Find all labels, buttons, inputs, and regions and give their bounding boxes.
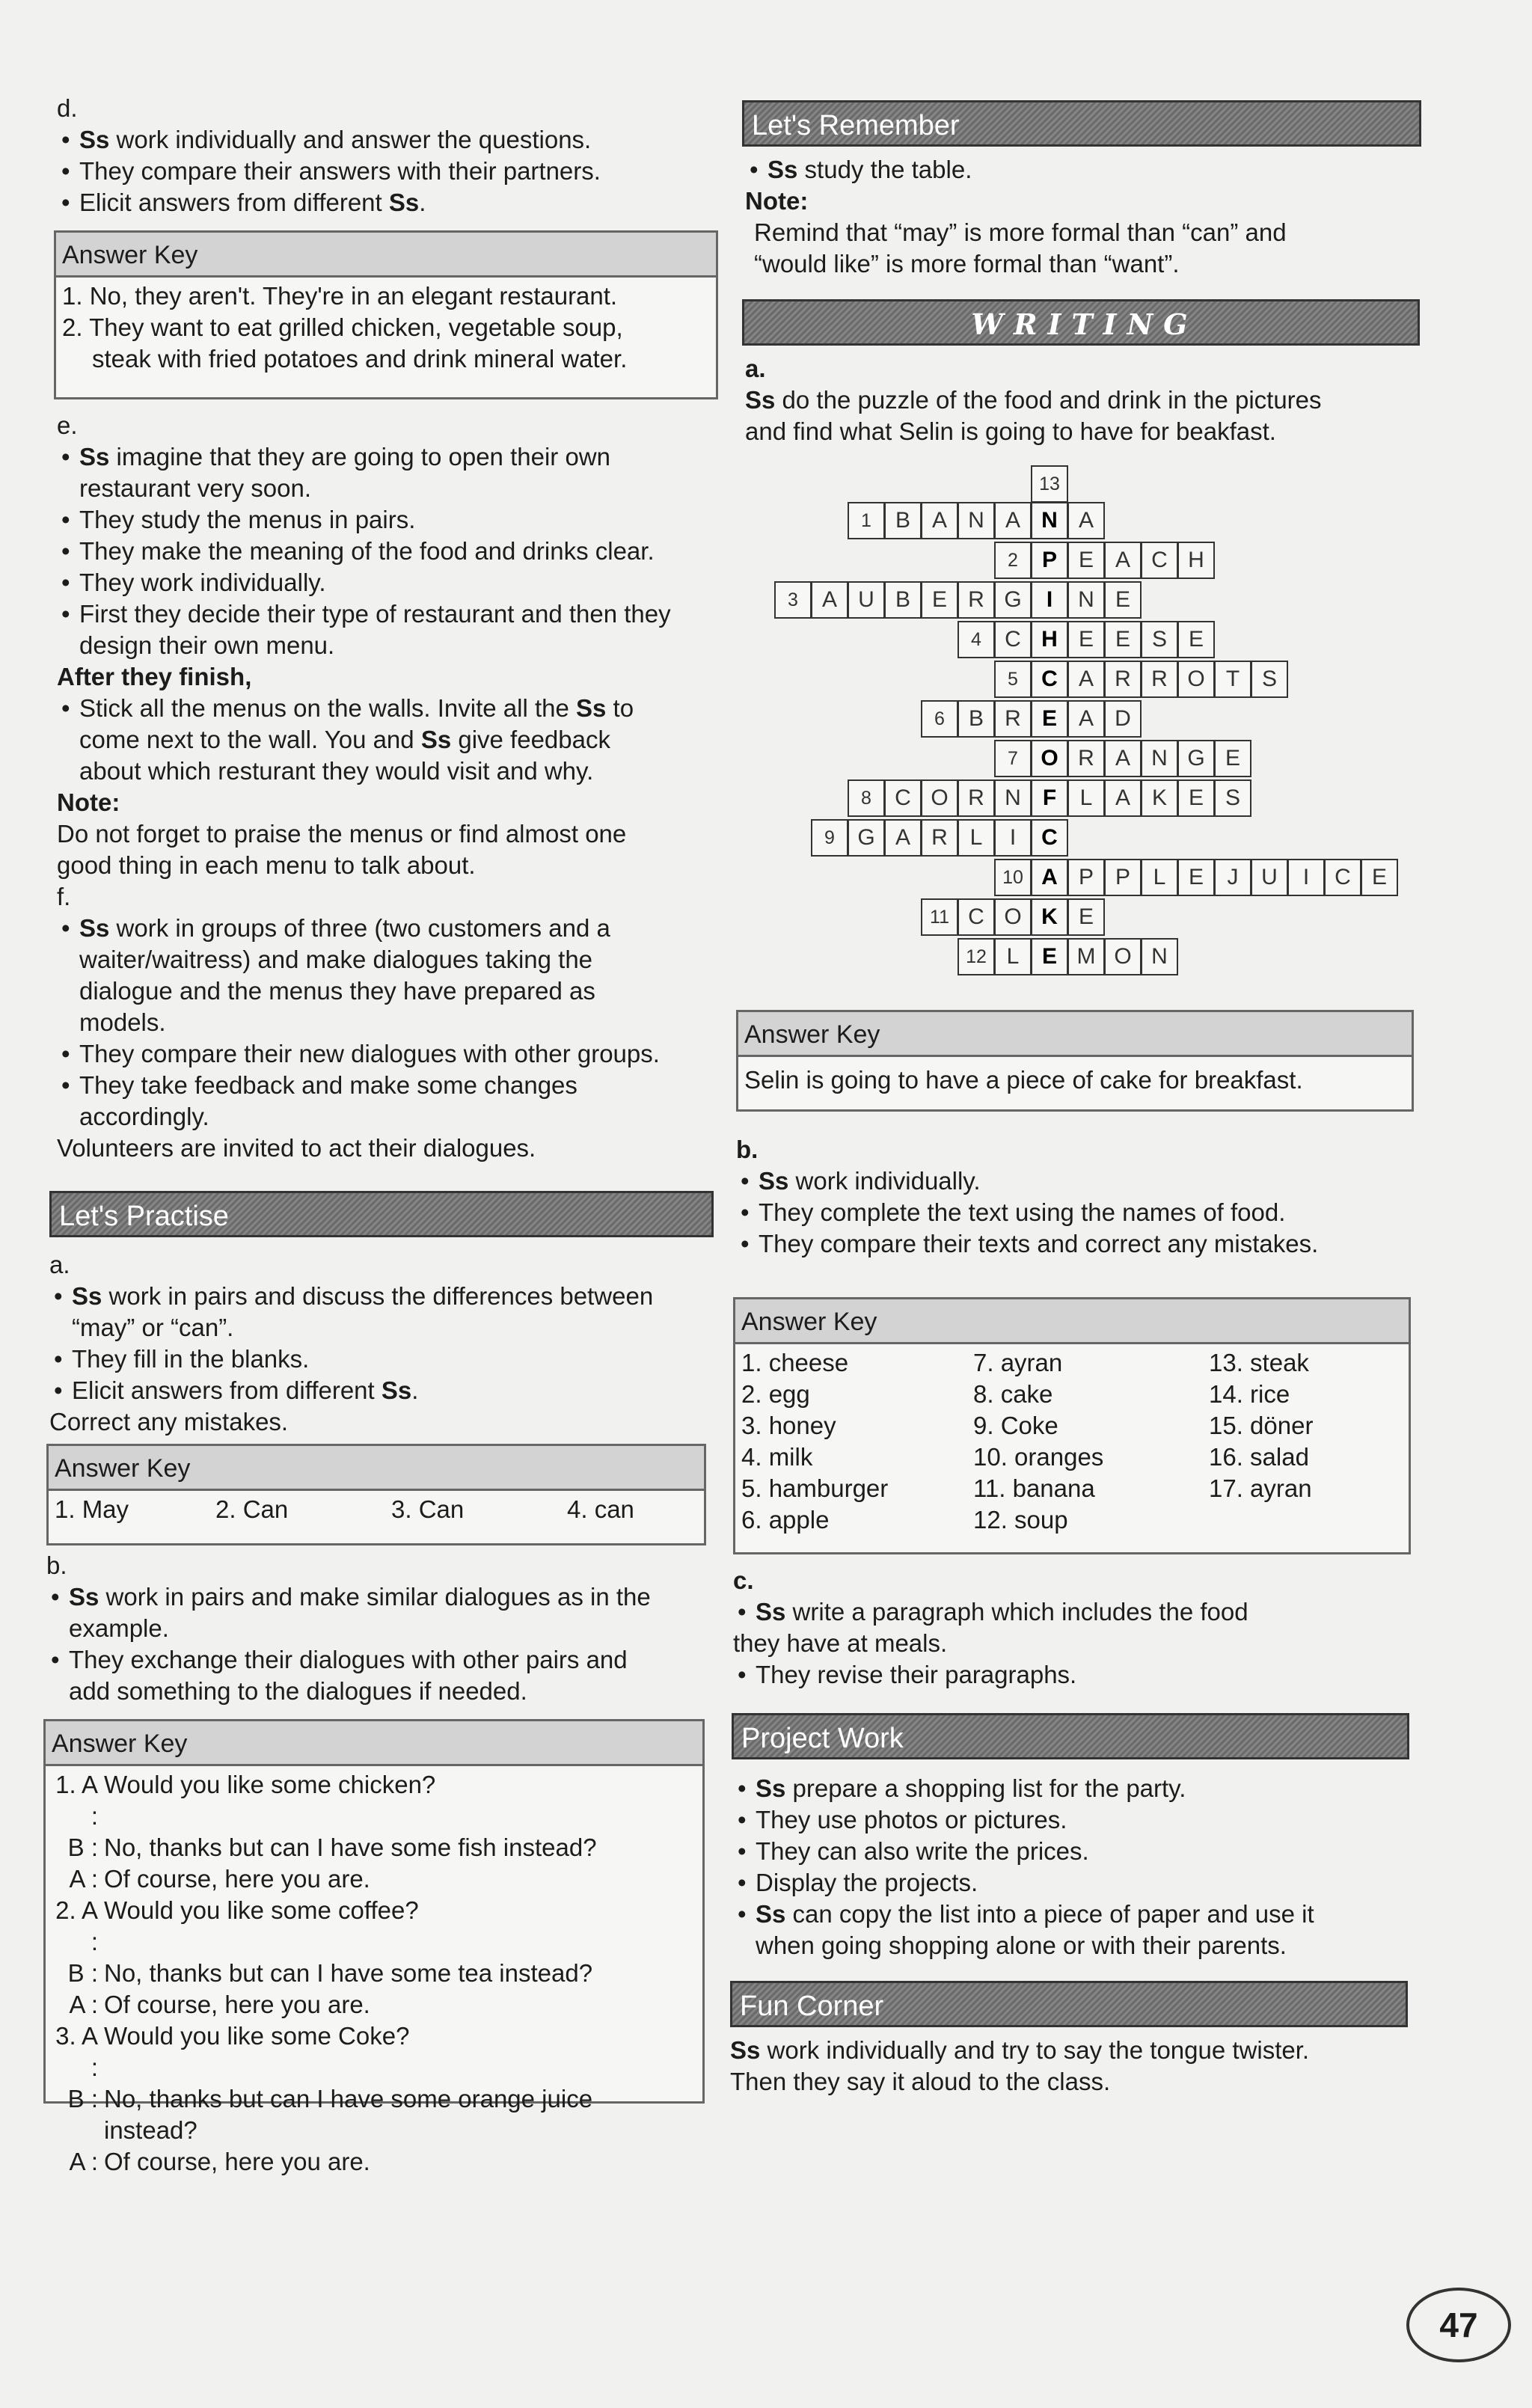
remember-body	[745, 154, 1418, 280]
answer-item: 3. Can	[391, 1495, 465, 1523]
f-bullet-3: • They take feedback and make some changes accordingly.	[57, 1070, 723, 1133]
crossword-letter: A	[994, 502, 1032, 539]
crossword-letter: K	[1141, 779, 1178, 817]
practise-a-bullet-1: • Ss work in pairs and discuss the differences between “may” or “can”.	[49, 1281, 715, 1344]
crossword-clue-number: 7	[994, 740, 1032, 777]
crossword-letter: G	[994, 581, 1032, 619]
crossword-letter: J	[1214, 859, 1251, 896]
answer-item: 10. oranges	[973, 1443, 1104, 1471]
answer-key-title: Answer Key	[735, 1299, 1409, 1344]
note-line: Remind that “may” is more formal than “can” and	[754, 218, 1287, 246]
crossword-letter: L	[1141, 859, 1178, 896]
crossword-letter: N	[994, 779, 1032, 817]
crossword-letter: C	[1324, 859, 1361, 896]
dialogue-text: No, thanks but can I have some fish instead?	[104, 1833, 597, 1861]
note-line: “would like” is more formal than “want”.	[754, 250, 1180, 278]
crossword-letter: S	[1214, 779, 1251, 817]
crossword-letter: L	[958, 819, 995, 857]
practise-a-bullet-3: • Elicit answers from different Ss.	[49, 1375, 715, 1406]
dialogue-text: Of course, here you are.	[104, 1865, 370, 1893]
crossword-letter: O	[994, 898, 1032, 936]
label-practise-a: a.	[49, 1251, 70, 1278]
answer-item: 8. cake	[973, 1380, 1053, 1408]
crossword-letter: B	[884, 581, 922, 619]
crossword-letter: B	[884, 502, 922, 539]
lets-remember-header: Let's Remember	[742, 100, 1421, 147]
note-title: Note:	[57, 788, 120, 816]
answer-item: 3. honey	[741, 1412, 836, 1439]
d-bullet-2: • They compare their answers with their partners.	[57, 156, 715, 187]
crossword-key-letter: A	[1031, 859, 1068, 896]
project-bullet-5: • Ss can copy the list into a piece of paper and use it when going shopping alone or with their parents.	[733, 1899, 1411, 1961]
crossword-letter: R	[1104, 661, 1142, 698]
answer-item: 1. May	[55, 1495, 129, 1523]
answer-key-writing-b	[733, 1297, 1411, 1554]
label-writing-a: a.	[745, 355, 766, 382]
speaker: 1. A :	[55, 1771, 98, 1830]
speaker: B :	[67, 2085, 98, 2113]
speaker: 3. A :	[55, 2022, 98, 2081]
crossword-letter: T	[1214, 661, 1251, 698]
crossword-letter: A	[1104, 740, 1142, 777]
crossword-clue-number: 2	[994, 542, 1032, 579]
crossword-letter: O	[1177, 661, 1215, 698]
crossword-letter: L	[1067, 779, 1105, 817]
crossword-clue-number: 5	[994, 661, 1032, 698]
crossword-letter: E	[1067, 542, 1105, 579]
writing-b-bullet-1: • Ss work individually.	[736, 1165, 1414, 1197]
crossword-letter: C	[958, 898, 995, 936]
crossword-letter: E	[1104, 581, 1142, 619]
answer-col-3	[1209, 1347, 1418, 1536]
crossword-letter: E	[1214, 740, 1251, 777]
crossword-clue-number: 6	[921, 700, 958, 738]
crossword-key-letter: F	[1031, 779, 1068, 817]
crossword-letter: H	[1177, 542, 1215, 579]
writing-c-bullet-2: • They revise their paragraphs.	[733, 1659, 1411, 1691]
answer-item: 14. rice	[1209, 1380, 1290, 1408]
crossword-letter: U	[848, 581, 885, 619]
label-e: e.	[57, 411, 78, 439]
label-f: f.	[57, 883, 71, 910]
answer-item: 13. steak	[1209, 1349, 1309, 1376]
crossword-letter: C	[884, 779, 922, 817]
d-bullet-1: • Ss work individually and answer the questions.	[57, 124, 715, 156]
project-bullet-3: • They can also write the prices.	[733, 1836, 1411, 1867]
crossword-letter: A	[1067, 502, 1105, 539]
crossword-clue-number: 11	[921, 898, 958, 936]
label-writing-b: b.	[736, 1136, 759, 1163]
e-bullet-1: • Ss imagine that they are going to open their own restaurant very soon.	[57, 441, 723, 504]
crossword-letter: A	[1067, 661, 1105, 698]
crossword-letter: A	[1104, 542, 1142, 579]
answer-key-practise-a	[46, 1444, 706, 1545]
e-bullet-4: • They work individually.	[57, 567, 723, 598]
crossword-clue-number: 9	[811, 819, 848, 857]
answer-item: 5. hamburger	[741, 1474, 889, 1502]
answer-col-1	[741, 1347, 973, 1536]
crossword-letter: S	[1251, 661, 1288, 698]
crossword-letter: A	[1104, 779, 1142, 817]
crossword-letter: R	[1067, 740, 1105, 777]
answer-key-d	[54, 230, 718, 399]
crossword-letter: D	[1104, 700, 1142, 738]
crossword-letter: I	[994, 819, 1032, 857]
crossword-clue-number: 10	[994, 859, 1032, 896]
crossword-letter: A	[884, 819, 922, 857]
e-bullet-2: • They study the menus in pairs.	[57, 504, 723, 536]
fun-body	[730, 2035, 1408, 2098]
practise-b-bullet-1: • Ss work in pairs and make similar dialogues as in the example.	[46, 1581, 712, 1644]
e-bullet-5: • First they decide their type of restaurant and then they design their own menu.	[57, 598, 723, 661]
speaker: A :	[69, 2148, 98, 2175]
speaker: 2. A :	[55, 1896, 98, 1955]
crossword-letter: E	[1177, 779, 1215, 817]
crossword-letter: E	[1067, 621, 1105, 658]
crossword-letter: B	[958, 700, 995, 738]
project-body	[733, 1773, 1411, 1961]
crossword-letter: I	[1287, 859, 1325, 896]
crossword-letter: S	[1141, 621, 1178, 658]
crossword-letter: L	[994, 938, 1032, 975]
crossword-letter: E	[1104, 621, 1142, 658]
answer-item: 2. Can	[215, 1495, 289, 1523]
remember-bullet: • Ss study the table.	[745, 154, 1418, 186]
crossword-letter: R	[958, 779, 995, 817]
writing-c-cont: they have at meals.	[733, 1629, 948, 1657]
crossword-key-letter: E	[1031, 938, 1068, 975]
writing-c	[733, 1565, 1411, 1691]
answer-item: 12. soup	[973, 1506, 1068, 1534]
section-e	[57, 410, 723, 1164]
writing-a	[745, 353, 1418, 447]
section-d	[57, 93, 715, 218]
answer-key-title: Answer Key	[46, 1721, 702, 1766]
answer-key-title: Answer Key	[49, 1446, 704, 1491]
label-d: d.	[57, 94, 78, 122]
fun-corner-header: Fun Corner	[730, 1981, 1408, 2027]
f-tail: Volunteers are invited to act their dialogues.	[57, 1134, 536, 1162]
crossword-letter: N	[1067, 581, 1105, 619]
crossword-letter: P	[1104, 859, 1142, 896]
crossword-letter: G	[1177, 740, 1215, 777]
writing-c-bullet-1: • Ss write a paragraph which includes the food	[733, 1596, 1411, 1628]
answer-key-writing-a	[736, 1010, 1414, 1112]
crossword-key-letter: H	[1031, 621, 1068, 658]
crossword-clue-number: 4	[958, 621, 995, 658]
crossword-letter: E	[1177, 621, 1215, 658]
answer-line: 2. They want to eat grilled chicken, vegetable soup,	[62, 313, 623, 341]
practise-a-tail: Correct any mistakes.	[49, 1408, 289, 1436]
crossword-clue-number: 1	[848, 502, 885, 539]
lets-practise-header: Let's Practise	[49, 1191, 714, 1237]
crossword-letter: C	[994, 621, 1032, 658]
crossword-key-letter: P	[1031, 542, 1068, 579]
crossword-letter: O	[921, 779, 958, 817]
f-bullet-2: • They compare their new dialogues with other groups.	[57, 1038, 723, 1070]
crossword-letter: R	[1141, 661, 1178, 698]
crossword-letter: E	[921, 581, 958, 619]
dialogue-text: Would you like some chicken?	[104, 1771, 436, 1798]
answer-item: 2. egg	[741, 1380, 810, 1408]
writing-b-bullet-3: • They compare their texts and correct any mistakes.	[736, 1228, 1414, 1260]
dialogue-text: Of course, here you are.	[104, 1991, 370, 2018]
answer-key-title: Answer Key	[56, 233, 716, 278]
practise-b	[46, 1550, 712, 1707]
answer-item: 11. banana	[973, 1474, 1095, 1502]
answer-col-2	[973, 1347, 1209, 1536]
answer-line: steak with fried potatoes and drink mineral water.	[92, 345, 628, 373]
answer-item: 9. Coke	[973, 1412, 1058, 1439]
crossword-clue-number: 12	[958, 938, 995, 975]
crossword-key-letter: O	[1031, 740, 1068, 777]
fun-line: Then they say it aloud to the class.	[730, 2068, 1111, 2095]
answer-columns	[735, 1344, 1409, 1539]
after-finish-title: After they finish,	[57, 663, 252, 690]
crossword-letter: R	[958, 581, 995, 619]
practise-b-bullet-2: • They exchange their dialogues with other pairs and add something to the dialogues if needed.	[46, 1644, 712, 1707]
crossword-key-letter: I	[1031, 581, 1068, 619]
dialogue-text: Would you like some Coke?	[104, 2022, 410, 2050]
crossword-key-letter: C	[1031, 661, 1068, 698]
crossword-letter: N	[1141, 740, 1178, 777]
answer-item: 1. cheese	[741, 1349, 849, 1376]
f-bullet-1: • Ss work in groups of three (two customers and a waiter/waitress) and make dialogues taking the dialogue and the menus they have prepared as models.	[57, 913, 723, 1038]
answer-item: 4. can	[567, 1495, 634, 1523]
dialogue-text: instead?	[104, 2116, 197, 2144]
crossword-letter: R	[994, 700, 1032, 738]
label-practise-b: b.	[46, 1551, 67, 1579]
project-bullet-2: • They use photos or pictures.	[733, 1804, 1411, 1836]
fun-line: Ss work individually and try to say the tongue twister.	[730, 2036, 1310, 2064]
crossword-key-letter: C	[1031, 819, 1068, 857]
crossword-letter: O	[1104, 938, 1142, 975]
label-writing-c: c.	[733, 1566, 754, 1594]
dialogue-text: Of course, here you are.	[104, 2148, 370, 2175]
crossword-key-letter: N	[1031, 502, 1068, 539]
answer-item: 6. apple	[741, 1506, 830, 1534]
crossword-letter: E	[1067, 898, 1105, 936]
dialogue-lines	[46, 1766, 702, 2181]
crossword-letter: C	[1141, 542, 1178, 579]
crossword-letter: A	[921, 502, 958, 539]
practise-a-bullet-2: • They fill in the blanks.	[49, 1344, 715, 1375]
speaker: B :	[67, 1833, 98, 1861]
dialogue-text: No, thanks but can I have some tea instead?	[104, 1959, 593, 1987]
speaker: A :	[69, 1991, 98, 2018]
project-work-header: Project Work	[732, 1713, 1409, 1759]
writing-header: WRITING	[742, 299, 1420, 346]
crossword-letter: E	[1361, 859, 1398, 896]
answer-item: 15. döner	[1209, 1412, 1314, 1439]
crossword-letter: U	[1251, 859, 1288, 896]
writing-b-bullet-2: • They complete the text using the names of food.	[736, 1197, 1414, 1228]
e-bullet-6: • Stick all the menus on the walls. Invite all the Ss to come next to the wall. You and Ss give feedback about which resturant they would visit and why.	[57, 693, 723, 787]
crossword-key-letter: K	[1031, 898, 1068, 936]
crossword-clue-number: 3	[774, 581, 812, 619]
crossword-letter: G	[848, 819, 885, 857]
writing-a-line: Ss do the puzzle of the food and drink in the pictures	[745, 386, 1322, 414]
project-bullet-4: • Display the projects.	[733, 1867, 1411, 1899]
crossword-key-letter: E	[1031, 700, 1068, 738]
answer-item: 7. ayran	[973, 1349, 1063, 1376]
crossword-letter: N	[1141, 938, 1178, 975]
crossword-letter: R	[921, 819, 958, 857]
speaker: B :	[67, 1959, 98, 1987]
answer-text: Selin is going to have a piece of cake for breakfast.	[744, 1066, 1303, 1094]
page-number: 47	[1406, 2288, 1511, 2362]
answer-item: 4. milk	[741, 1443, 813, 1471]
writing-b	[736, 1134, 1414, 1260]
speaker	[52, 2115, 104, 2146]
crossword-letter: N	[958, 502, 995, 539]
answer-item: 17. ayran	[1209, 1474, 1312, 1502]
writing-a-line: and find what Selin is going to have for beakfast.	[745, 417, 1276, 445]
note-title: Note:	[745, 187, 809, 215]
d-bullet-3: • Elicit answers from different Ss.	[57, 187, 715, 218]
dialogue-text: No, thanks but can I have some orange juice	[104, 2085, 593, 2113]
answer-line: 1. No, they aren't. They're in an elegant restaurant.	[62, 282, 618, 310]
answer-key-title: Answer Key	[738, 1012, 1412, 1057]
note-line: good thing in each menu to talk about.	[57, 851, 476, 879]
crossword-letter: A	[1067, 700, 1105, 738]
crossword-clue-number: 8	[848, 779, 885, 817]
crossword-letter: A	[811, 581, 848, 619]
answer-key-practise-b	[43, 1719, 705, 2175]
dialogue-text: Would you like some coffee?	[104, 1896, 419, 1924]
practise-a	[49, 1249, 715, 1438]
crossword-letter: M	[1067, 938, 1105, 975]
crossword-letter: P	[1067, 859, 1105, 896]
speaker: A :	[69, 1865, 98, 1893]
answer-item: 16. salad	[1209, 1443, 1309, 1471]
e-bullet-3: • They make the meaning of the food and drinks clear.	[57, 536, 723, 567]
note-line: Do not forget to praise the menus or find almost one	[57, 820, 627, 848]
project-bullet-1: • Ss prepare a shopping list for the party.	[733, 1773, 1411, 1804]
crossword-clue-number: 13	[1031, 465, 1068, 503]
crossword-letter: E	[1177, 859, 1215, 896]
